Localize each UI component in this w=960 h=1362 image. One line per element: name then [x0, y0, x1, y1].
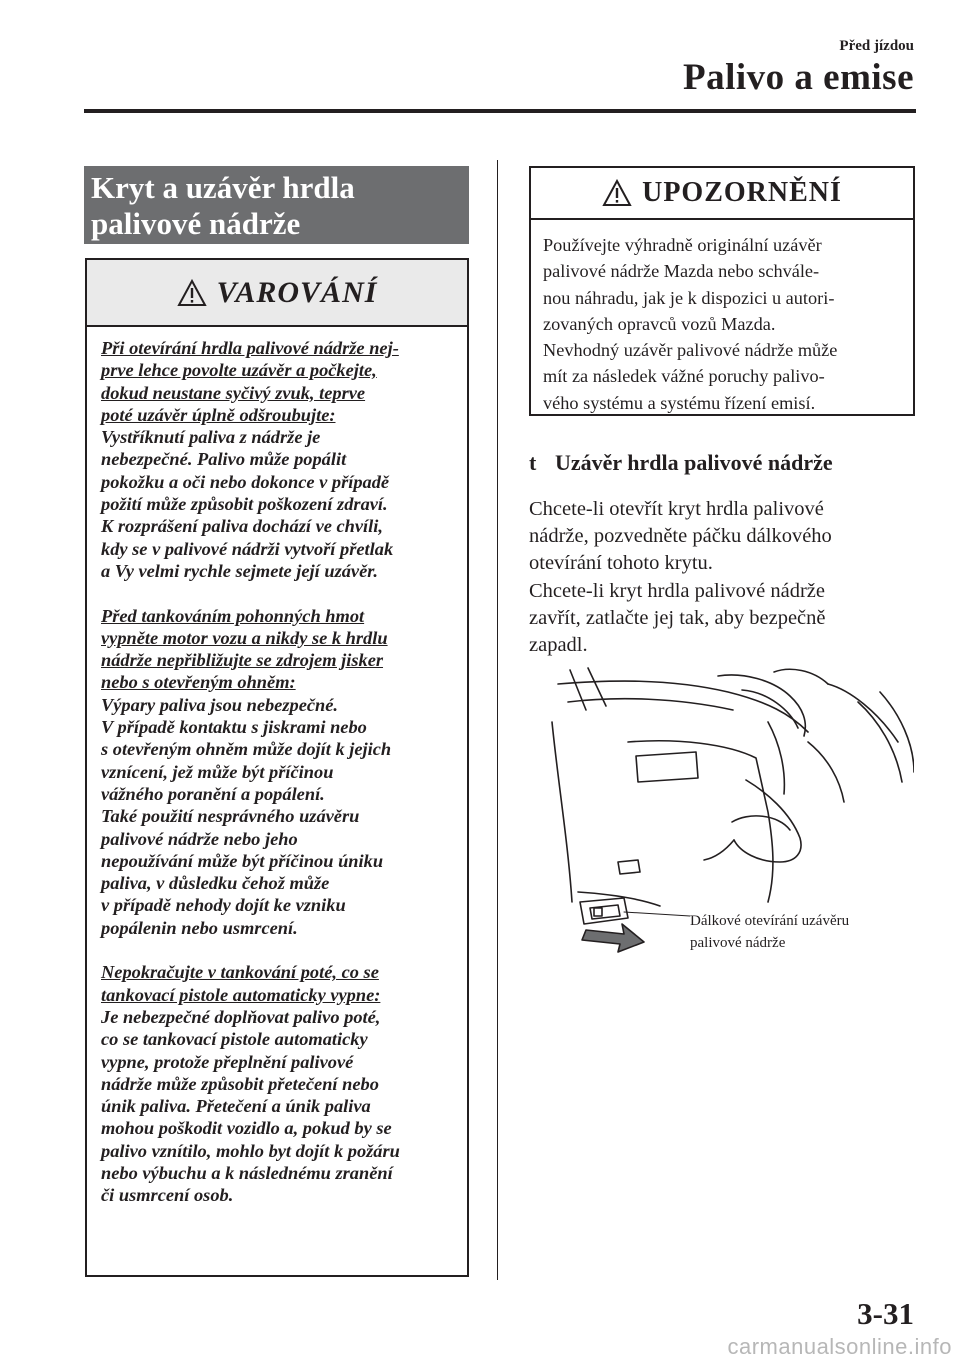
warning-text-line: kdy se v palivové nádrži vytvoří přetlak — [101, 538, 394, 559]
warning-title: VAROVÁNÍ — [216, 275, 378, 309]
caution-text-line: vého systému a systému řízení emisí. — [543, 392, 816, 413]
subsection-bullet: t — [529, 450, 537, 475]
body-text — [529, 496, 909, 659]
warning-text-line: nepoužívání může být příčinou úniku — [101, 850, 384, 871]
warning-text-line: Vystříknutí paliva z nádrže je — [101, 427, 321, 448]
body-line: zavřít, zatlačte jej tak, aby bezpečně — [529, 606, 826, 629]
warning-text-line: Je nebezpečné doplňovat palivo poté, — [101, 1006, 381, 1027]
caution-text-line: Nevhodný uzávěr palivové nádrže může — [543, 340, 838, 361]
section-title — [84, 166, 469, 244]
warning-heading-line: Před tankováním pohonných hmot — [101, 605, 365, 626]
caution-text-line: mít za následek vážné poruchy palivo- — [543, 366, 825, 387]
callout-line: palivové nádrže — [690, 935, 786, 951]
column-divider — [497, 160, 498, 1280]
warning-heading-line: nádrže nepřibližujte se zdrojem jisker — [101, 650, 384, 671]
page-number: 3-31 — [857, 1296, 914, 1331]
warning-text-line: paliva, v důsledku čehož může — [101, 873, 330, 894]
body-line: zapadl. — [529, 634, 588, 657]
body-line: Chcete-li otevřít kryt hrdla palivové — [529, 498, 824, 520]
warning-heading-line: nebo s otevřeným ohněm: — [101, 672, 296, 693]
subsection-title: Uzávěr hrdla palivové nádrže — [555, 450, 833, 475]
subsection-heading — [529, 450, 833, 476]
callout-line: Dálkové otevírání uzávěru — [690, 913, 850, 929]
warning-heading-line: Nepokračujte v tankování poté, co se — [101, 962, 379, 983]
body-paragraph — [529, 578, 909, 660]
warning-text-line: nebo výbuchu a k následnému zranění — [101, 1162, 393, 1183]
section-title-line: Kryt a uzávěr hrdla — [91, 170, 355, 205]
warning-text-line: mohou poškodit vozidlo a, pokud by se — [101, 1118, 392, 1139]
warning-text-line: Také použití nesprávného uzávěru — [101, 806, 360, 827]
warning-text-line: nádrže může způsobit přetečení nebo — [101, 1073, 379, 1094]
warning-box — [85, 258, 469, 1277]
warning-heading-line: dokud neustane syčivý zvuk, teprve — [101, 382, 366, 403]
warning-text-line: vypne, protože přeplnění palivové — [101, 1051, 354, 1072]
warning-text-line: pokožku a oči nebo dokonce v případě — [101, 471, 390, 492]
warning-text-line: únik paliva. Přetečení a únik paliva — [101, 1096, 371, 1117]
warning-paragraph — [101, 337, 457, 582]
warning-text-line: v případě nehody dojít ke vzniku — [101, 895, 346, 916]
warning-heading-line: poté uzávěr úplně odšroubujte: — [101, 404, 336, 425]
header-rule — [84, 109, 916, 113]
warning-text-line: co se tankovací pistole automaticky — [101, 1029, 368, 1050]
body-line: Chcete-li kryt hrdla palivové nádrže — [529, 579, 825, 602]
caution-triangle-icon — [602, 179, 632, 207]
warning-text-line: V případě kontaktu s jiskrami nebo — [101, 717, 367, 738]
caution-body — [531, 220, 913, 416]
caution-box — [529, 166, 915, 416]
body-line: otevírání tohoto krytu. — [529, 552, 713, 575]
body-line: nádrže, pozvedněte páčku dálkového — [529, 525, 832, 548]
warning-text-line: a Vy velmi rychle sejmete její uzávěr. — [101, 560, 378, 581]
warning-text-line: vznícení, jež může být příčinou — [101, 761, 334, 782]
running-header-subtitle: Před jízdou — [839, 38, 914, 54]
illustration-callout — [690, 910, 849, 954]
caution-text-line: Používejte výhradně originální uzávěr — [543, 235, 822, 255]
warning-text-line: palivové nádrže nebo jeho — [101, 828, 298, 849]
caution-header — [531, 168, 913, 220]
warning-heading-line: tankovací pistole automaticky vypne: — [101, 984, 381, 1005]
warning-text-line: či usmrcení osob. — [101, 1185, 234, 1206]
warning-paragraph — [101, 961, 457, 1206]
warning-text-line: s otevřeným ohněm může dojít k jejich — [101, 739, 392, 760]
warning-heading-line: vypněte motor vozu a nikdy se k hrdlu — [101, 627, 388, 648]
body-paragraph — [529, 496, 909, 578]
warning-text-line: K rozprášení paliva dochází ve chvíli, — [101, 516, 383, 537]
warning-header — [87, 260, 467, 327]
warning-paragraph — [101, 605, 457, 939]
caution-text-line: palivové nádrže Mazda nebo schvále- — [543, 261, 820, 282]
caution-text-line: zovaných opravců vozů Mazda. — [543, 313, 776, 334]
watermark-text: carmanualsonline.info — [727, 1334, 952, 1359]
warning-text-line: požití může způsobit poškození zdraví. — [101, 494, 388, 515]
warning-text-line: Výpary paliva jsou nebezpečné. — [101, 694, 339, 715]
warning-body — [87, 327, 467, 1207]
section-title-line: palivové nádrže — [91, 206, 301, 241]
warning-text-line: vážného poranění a popálení. — [101, 783, 325, 804]
warning-heading-line: prve lehce povolte uzávěr a počkejte, — [101, 360, 377, 381]
warning-text-line: palivo vznítilo, mohlo byt dojít k požáru — [101, 1140, 400, 1161]
warning-heading-line: Při otevírání hrdla palivové nádrže nej- — [101, 338, 399, 358]
caution-title: UPOZORNĚNÍ — [642, 177, 842, 208]
running-header-title: Palivo a emise — [682, 57, 914, 98]
warning-triangle-icon — [177, 279, 207, 307]
warning-text-line: popálenin nebo usmrcení. — [101, 917, 298, 938]
warning-text-line: nebezpečné. Palivo může popálit — [101, 449, 347, 470]
caution-text-line: nou náhradu, jak je k dispozici u autori- — [543, 287, 835, 308]
